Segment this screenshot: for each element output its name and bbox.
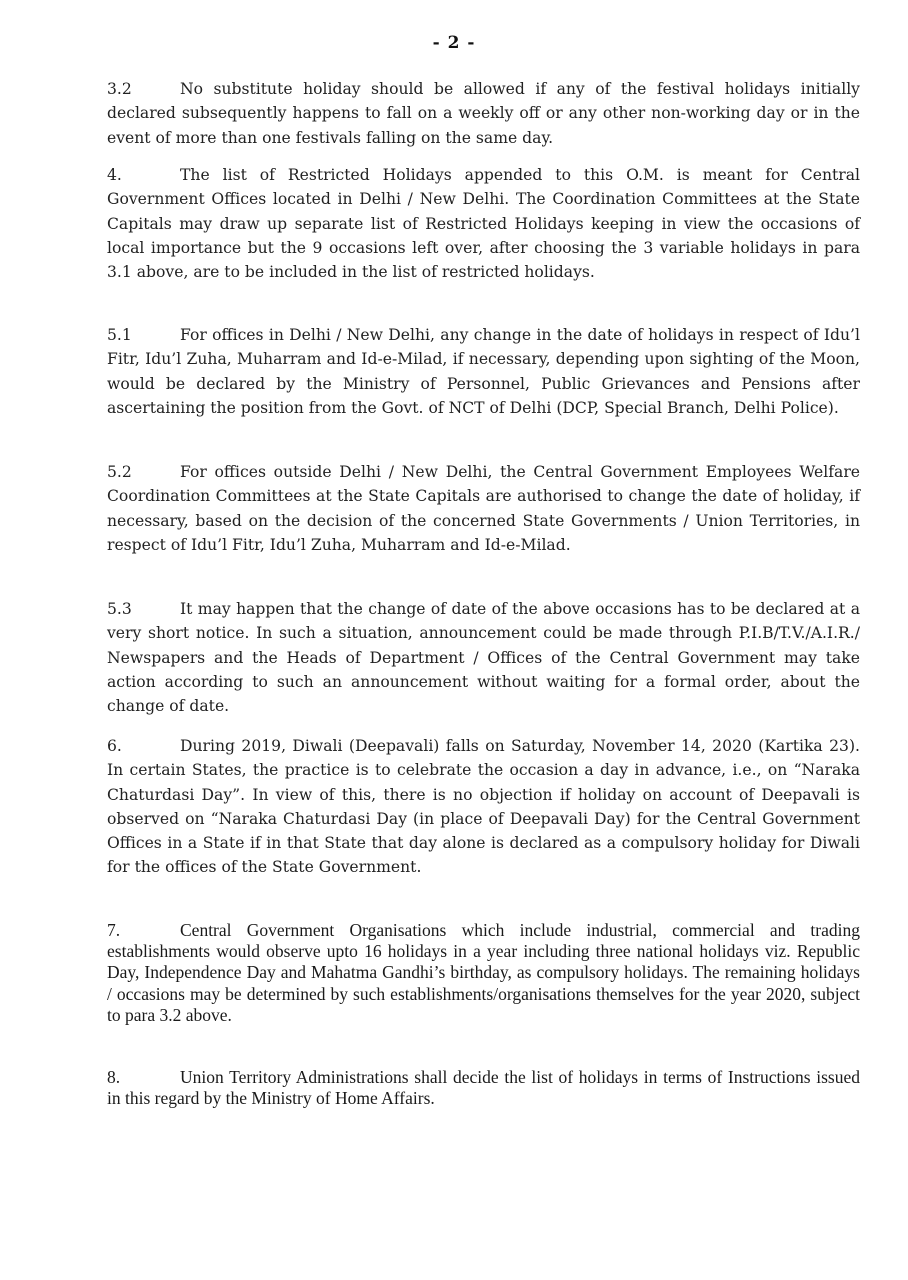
paragraph-5-1 <box>107 323 860 420</box>
paragraph-text: Central Government Organisations which include industrial, commercial and trading establishments would observe upto 16 holidays in a year including three national holidays viz. Republic Day, Independence Day and Mahatma Gandhi’s birthday, as compulsory holidays. The remaining holidays / occasions may be determined by such establishments/organisations themselves for the year 2020, subject to para 3.2 above. <box>107 920 860 1025</box>
paragraph-number: 5.3 <box>107 600 132 618</box>
paragraph-number: 4. <box>107 166 122 184</box>
paragraph-5-3 <box>107 597 860 718</box>
paragraph-8 <box>107 1067 860 1109</box>
paragraph-4 <box>107 163 860 284</box>
paragraph-5-2 <box>107 460 860 557</box>
paragraph-7 <box>107 920 860 1026</box>
paragraph-3-2 <box>107 77 860 150</box>
paragraph-text: For offices outside Delhi / New Delhi, the Central Government Employees Welfare Coordination Committees at the State Capitals are authorised to change the date of holiday, if necessary, based on the decision of the concerned State Governments / Union Territories, in respect of Idu’l Fitr, Idu’l Zuha, Muharram and Id-e-Milad. <box>107 463 860 554</box>
paragraph-text: For offices in Delhi / New Delhi, any change in the date of holidays in respect of Idu’l Fitr, Idu’l Zuha, Muharram and Id-e-Milad, if necessary, depending upon sighting of the Moon, would be declared by the Ministry of Personnel, Public Grievances and Pensions after ascertaining the position from the Govt. of NCT of Delhi (DCP, Special Branch, Delhi Police). <box>107 326 860 417</box>
page-number: - 2 - <box>432 33 476 53</box>
paragraph-number: 7. <box>107 920 121 940</box>
paragraph-number: 3.2 <box>107 80 132 98</box>
paragraph-number: 8. <box>107 1067 121 1087</box>
paragraph-text: During 2019, Diwali (Deepavali) falls on Saturday, November 14, 2020 (Kartika 23). In certain States, the practice is to celebrate the occasion a day in advance, i.e., on “Naraka Chaturdasi Day”. In view of this, there is no objection if holiday on account of Deepavali is observed on “Naraka Chaturdasi Day (in place of Deepavali Day) for the Central Government Offices in a State if in that State that day alone is declared as a compulsory holiday for Diwali for the offices of the State Government. <box>107 737 860 877</box>
paragraph-text: It may happen that the change of date of the above occasions has to be declared at a very short notice. In such a situation, announcement could be made through P.I.B/T.V./A.I.R./ Newspapers and the Heads of Department / Offices of the Central Government may take action according to such an announcement without waiting for a formal order, about the change of date. <box>107 600 860 716</box>
paragraph-text: The list of Restricted Holidays appended to this O.M. is meant for Central Government Offices located in Delhi / New Delhi. The Coordination Committees at the State Capitals may draw up separate list of Restricted Holidays keeping in view the occasions of local importance but the 9 occasions left over, after choosing the 3 variable holidays in para 3.1 above, are to be included in the list of restricted holidays. <box>107 166 860 282</box>
paragraph-number: 5.2 <box>107 463 132 481</box>
paragraph-number: 6. <box>107 737 122 755</box>
paragraph-text: Union Territory Administrations shall decide the list of holidays in terms of Instructions issued in this regard by the Ministry of Home Affairs. <box>107 1067 860 1109</box>
paragraph-number: 5.1 <box>107 326 132 344</box>
paragraph-6 <box>107 734 860 880</box>
paragraph-text: No substitute holiday should be allowed if any of the festival holidays initially declared subsequently happens to fall on a weekly off or any other non-working day or in the event of more than one festivals falling on the same day. <box>107 80 860 147</box>
